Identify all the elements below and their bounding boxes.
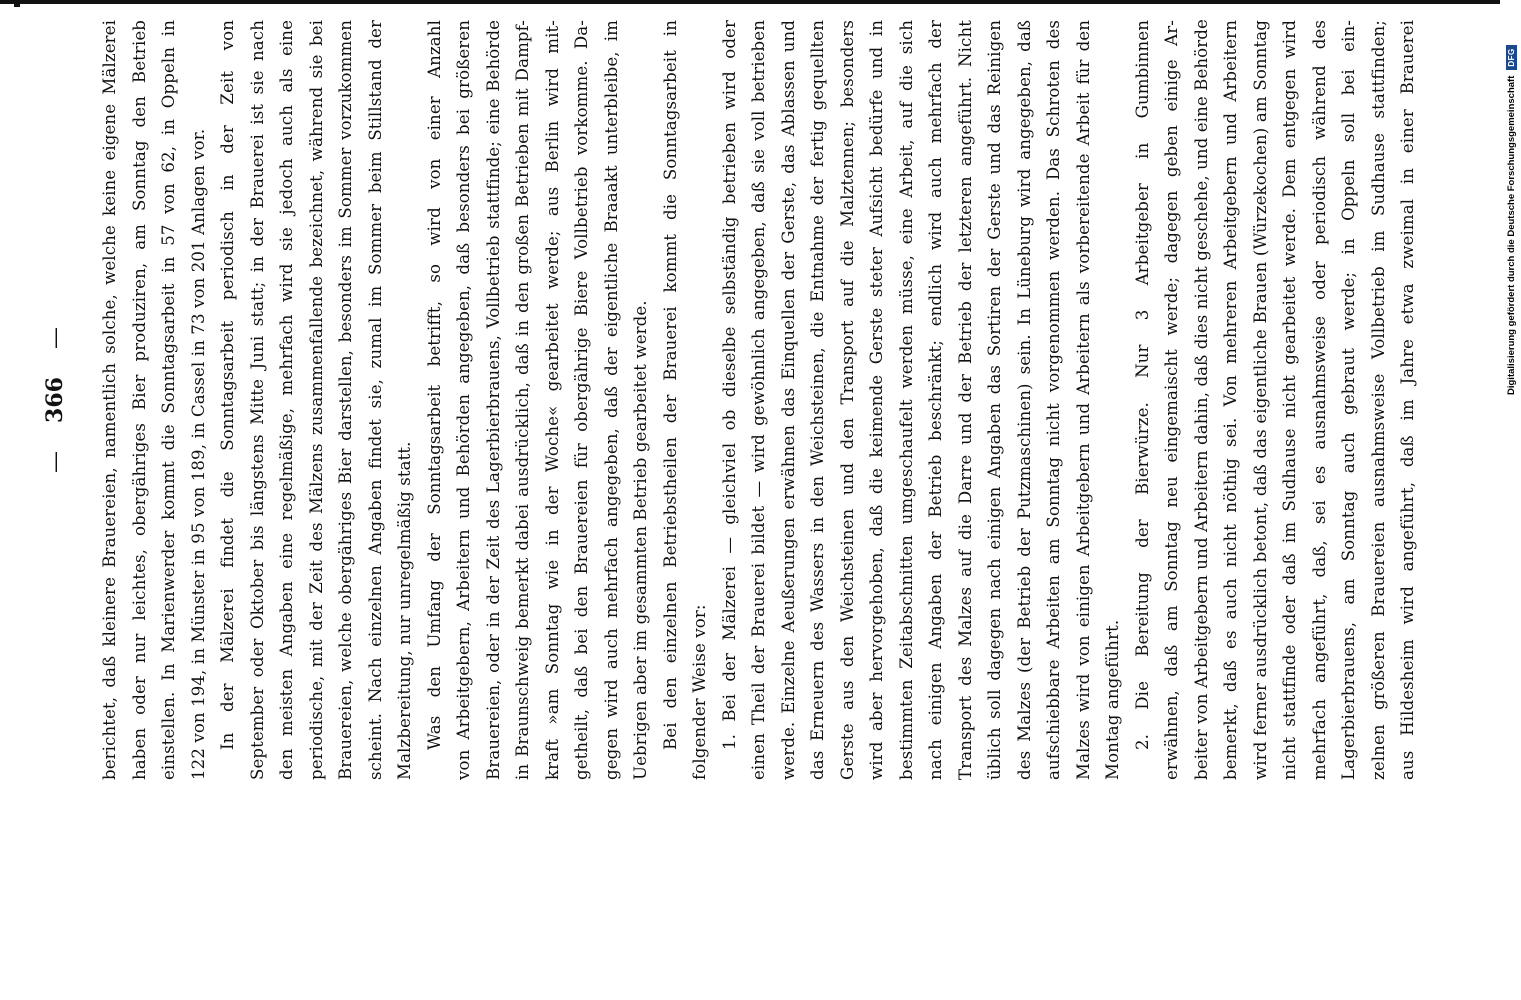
text-line: folgender Weise vor: xyxy=(690,604,709,780)
text-line: einen Theil der Brauerei bildet — wird gewöhnlich angegeben, daß sie voll betrieben xyxy=(749,20,768,780)
top-edge-rule xyxy=(0,0,1500,4)
text-line: 122 von 194, in Münster in 95 von 189, in Cassel in 73 von 201 Anlagen vor. xyxy=(188,128,208,780)
text-line: zelnen größeren Brauereien ausnahmsweise Vollbetrieb im Sudhause stattfinden; xyxy=(1368,20,1388,780)
text-line: periodische, mit der Zeit des Mälzens zusammenfallende bezeichnet, während sie bei xyxy=(306,20,326,780)
text-line: aufschiebbare Arbeiten am Sonntag nicht vorgenommen werden. Das Schroten des xyxy=(1044,20,1063,780)
text-line: nicht stattfinde oder daß im Sudhause nicht gearbeitet werde. Dem entgegen wird xyxy=(1280,20,1299,780)
text-line: in Braunschweig bemerkt dabei ausdrücklich, daß in den großen Betrieben mit Dampf- xyxy=(513,20,532,780)
text-line: wird ferner ausdrücklich betont, daß das eigentliche Brauen (Würzekochen) am Sonntag xyxy=(1250,20,1270,780)
text-line: wird aber hervorgehoben, daß die keimende Gerste steter Aufsicht bedürfe und in xyxy=(867,20,886,780)
page-body-text xyxy=(95,20,1423,780)
text-line: haben oder nur leichtes, obergähriges Bier produziren, am Sonntag den Betrieb xyxy=(129,20,149,780)
rotated-page-content xyxy=(42,19,1417,780)
text-line: Was den Umfang der Sonntagsarbeit betrifft, so wird von einer Anzahl xyxy=(424,20,444,750)
text-line: Gerste aus den Weichsteinen und den Transport auf die Malztennen; besonders xyxy=(837,20,857,780)
text-line: 1. Bei der Mälzerei — gleichviel ob dieselbe selbständig betrieben wird oder xyxy=(719,20,739,750)
text-line: einstellen. In Marienwerder kommt die Sonntagsarbeit in 57 von 62, in Oppeln in xyxy=(159,20,178,780)
text-line: üblich soll dagegen nach einigen Angaben das Sortiren der Gerste und das Reinigen xyxy=(985,20,1004,780)
text-line: Brauereien, welche obergähriges Bier darstellen, besonders im Sommer vorzukommen xyxy=(336,20,355,780)
dfg-logo: DFG xyxy=(1506,45,1517,69)
page-number: 366 xyxy=(42,377,68,423)
text-line: des Malzes (der Betrieb der Putzmaschinen) sein. In Lüneburg wird angegeben, daß xyxy=(1014,20,1034,780)
text-line: bemerkt, daß es auch nicht nöthig sei. Von mehreren Arbeitgebern und Arbeitern xyxy=(1221,20,1240,780)
header-dash-right: — xyxy=(42,327,68,350)
text-line: aus Hildesheim wird angeführt, daß im Jahre etwa zweimal in einer Brauerei xyxy=(1398,20,1417,780)
text-line: nach einigen Angaben der Betrieb beschränkt; endlich wird auch mehrfach der xyxy=(926,20,945,780)
text-line: Uebrigen aber im gesammten Betrieb gearbeitet werde. xyxy=(631,300,650,780)
text-line: bestimmten Zeitabschnitten umgeschaufelt werden müsse, eine Arbeit, auf die sich xyxy=(896,20,916,780)
header-dash-left: — xyxy=(42,450,68,473)
text-line: erwähnen, daß am Sonntag neu eingemaischt werde; dagegen geben einige Ar- xyxy=(1162,20,1181,780)
text-line: Montag angeführt. xyxy=(1103,619,1122,780)
text-line: Bei den einzelnen Betriebstheilen der Brauerei kommt die Sonntagsarbeit in xyxy=(660,20,680,750)
text-line: September oder Oktober bis längstens Mitte Juni statt; in der Brauerei ist sie nach xyxy=(247,20,267,780)
attribution-text: Digitalisierung gefördert durch die Deutsche Forschungsgemeinschaft xyxy=(1506,75,1517,395)
text-line: Malzbereitung, nur unregelmäßig statt. xyxy=(395,441,414,780)
digitization-attribution xyxy=(1506,45,1517,395)
text-line: das Erneuern des Wassers in den Weichsteinen, die Entnahme der fertig gequellten xyxy=(808,20,827,780)
page-header xyxy=(39,20,71,780)
text-line: gegen wird auch mehrfach angegeben, daß der eigentliche Braaakt unterbleibe, im xyxy=(601,20,621,780)
top-edge-mark xyxy=(14,2,20,7)
text-line: Lagerbierbrauens, am Sonntag auch gebraut werde; in Oppeln soll bei ein- xyxy=(1339,20,1358,780)
text-line: werde. Einzelne Aeußerungen erwähnen das Einquellen der Gerste, das Ablassen und xyxy=(778,20,798,780)
text-line: In der Mälzerei findet die Sonntagsarbeit periodisch in der Zeit von xyxy=(218,20,237,750)
text-line: getheilt, daß bei den Brauereien für obergährige Biere Vollbetrieb vorkomme. Da- xyxy=(572,20,591,780)
text-line: mehrfach angeführt, daß, sei es ausnahmsweise oder periodisch während des xyxy=(1309,20,1329,780)
text-line: Malzes wird von einigen Arbeitgebern und Arbeitern als vorbereitende Arbeit für den xyxy=(1073,20,1093,780)
text-line: 2. Die Bereitung der Bierwürze. Nur 3 Arbeitgeber in Gumbinnen xyxy=(1132,20,1152,750)
text-line: beiter von Arbeitgebern und Arbeitern dahin, daß dies nicht geschehe, und eine Behörde xyxy=(1191,19,1211,780)
text-line: kraft »am Sonntag wie in der Woche« gearbeitet werde; aus Berlin wird mit- xyxy=(542,20,562,780)
text-line: scheint. Nach einzelnen Angaben findet sie, zumal im Sommer beim Stillstand der xyxy=(365,20,385,780)
text-line: den meisten Angaben eine regelmäßige, mehrfach wird sie jedoch auch als eine xyxy=(277,20,296,780)
text-line: berichtet, daß kleinere Brauereien, namentlich solche, welche keine eigene Mälzerei xyxy=(100,20,119,780)
text-line: von Arbeitgebern, Arbeitern und Behörden angegeben, daß besonders bei größeren xyxy=(454,20,473,780)
text-line: Transport des Malzes auf die Darre und der Betrieb der letzteren angeführt. Nicht xyxy=(955,20,975,780)
text-line: Brauereien, oder in der Zeit des Lagerbierbrauens, Vollbetrieb stattfinde; eine Behörde xyxy=(483,20,503,780)
